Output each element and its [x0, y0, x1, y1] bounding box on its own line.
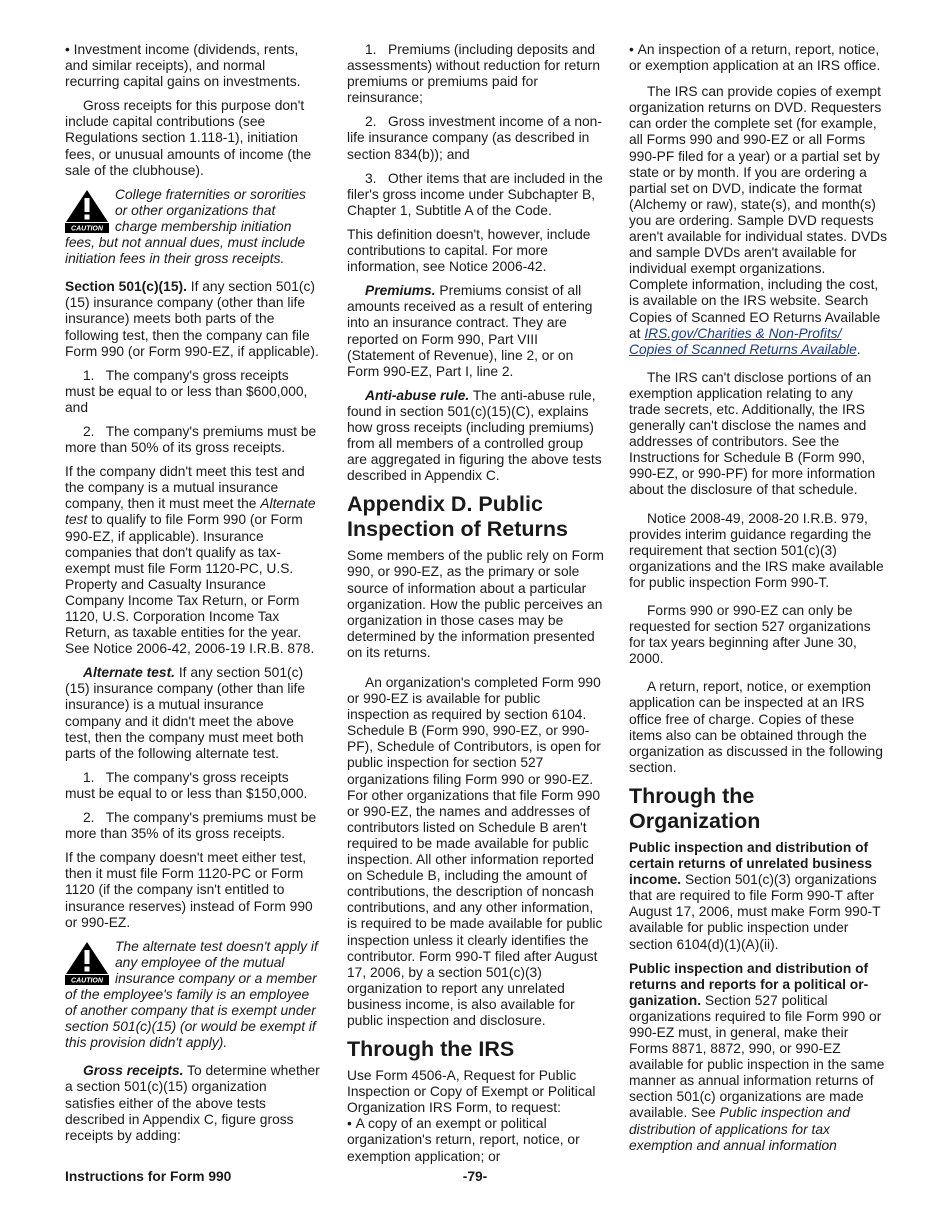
- gross-receipts-def-paragraph: [65, 1063, 320, 1143]
- list-item: 1. The company's gross receipts must be equal to or less than $150,000.: [65, 769, 308, 801]
- notice-2008-paragraph: Notice 2008-49, 2008-20 I.R.B. 979, provides interim guidance regarding the requirement that section 501(c)(3) organizations and the IRS make available for public inspection Form 990-T.: [629, 510, 884, 590]
- heading-through-organization: Through the Organization: [629, 783, 761, 833]
- dvd-end: .: [856, 341, 861, 357]
- political-org-paragraph: [629, 961, 887, 1154]
- anti-abuse-heading: Anti-abuse rule.: [365, 387, 470, 403]
- alternate-test-paragraph: [65, 665, 320, 762]
- alternate-test-ref: Alternate test: [65, 496, 316, 528]
- completed-form-paragraph: An organization's completed Form 990 or 990-EZ is available for public inspection as required by section 6104. Schedule B (Form 990, 990-EZ, or 990-PF), Schedule of Contributors, is open for public inspection for section 527 organizations filing Form 990 or 990-EZ. For other organizations that file Form 990 or 990-EZ, the names and addresses of contributors listed on Schedule B aren't required to be made available for public inspection. All other information reported on Schedule B, including the amount of contributions, the description of noncash contributions, and any other information, is required to be made available for public inspection unless it clearly identifies the contributor. Form 990-T filed after August 17, 2006, by a section 501(c)(3) organization to report any unrelated business income, is also available for public inspection and disclosure.: [347, 675, 603, 1028]
- scanned-returns-link[interactable]: IRS.gov/Charities & Non-Profits/ Copies of Scanned Returns Available: [629, 325, 857, 357]
- gross-receipts-text: To determine whether a section 501(c)(15) organization satisfies either of the above tests described in Appendix C, figure gross receipts by adding:: [65, 1063, 320, 1143]
- list-item: 2. The company's premiums must be more than 50% of its gross receipts.: [65, 423, 317, 456]
- section-501c15-text: If any section 501(c)(15) insurance company (other than life insurance) meets both parts of the following test, then the company can file Form 990 (or Form 990-EZ, if applicable).: [65, 279, 319, 359]
- bullet-investment-income: • Investment income (dividends, rents, and similar receipts), and normal recurring capital gains on investments.: [65, 42, 320, 90]
- premiums-paragraph: [347, 283, 605, 380]
- caution-label: CAUTION: [71, 977, 103, 985]
- bullet-inspection: • An inspection of a return, report, notice, or exemption application at an IRS office.: [629, 42, 887, 74]
- public-rely-paragraph: Some members of the public rely on Form 990, or 990-EZ, as the primary or sole source of information about a particular organization. How the public perceives an organization in those cases may be determined by the information presented on its returns.: [347, 548, 604, 660]
- alternate-test-heading: Alternate test.: [83, 665, 176, 681]
- list-item: 3. Other items that are included in the filer's gross income under Subchapter B, Chapter 1, Subtitle A of the Code.: [347, 170, 603, 218]
- unrelated-business-heading: Public inspection and distribution of certain returns of unrelated business income.: [629, 839, 873, 888]
- dvd-paragraph: [629, 84, 887, 358]
- dvd-text: The IRS can provide copies of exempt organization returns on DVD. Requesters can order the complete set (for example, all Forms 990 and 990-EZ or all Forms 990-PF filed for a year) or a partial set by state or by month. If you are ordering a partial set on DVD, indicate the format (Alchemy or raw), state(s), and month(s) you are ordering. Sample DVD requests aren't available for individual states. DVDs and sample DVDs aren't available for individual exempt organizations. Complete information, including the cost, is available on the IRS website. Search Copies of Scanned EO Returns Available at: [629, 84, 888, 341]
- political-org-text: Section 527 political organizations required to file Form 990 or 990-EZ must, in general, make their Forms 8871, 8872, 990, or 990-EZ available for public inspection in the same manner as annual information returns of section 501(c) organizations are made available. See: [629, 992, 885, 1121]
- mutual-company-text-b: to qualify to file Form 990 (or Form 990-EZ, if applicable). Insurance companies that don't qualify as tax-exempt must file Form 1120-PC, U.S. Property and Casualty Insurance Company Income Tax Return, or Form 1120, U.S. Corporation Income Tax Return, as taxable entities for the year. See Notice 2006-42, 2006-19 I.R.B. 878.: [65, 512, 315, 657]
- form-4506a-paragraph: Use Form 4506-A, Request for Public Inspection or Copy of Exempt or Political Organization IRS Form, to request:: [347, 1068, 596, 1116]
- caution-text: College fraternities or sororities or other organizations that charge membership initiation fees, but not annual dues, must include initiation fees in their gross receipts.: [65, 186, 306, 267]
- footer-title: Instructions for Form 990: [65, 1169, 232, 1184]
- political-org-heading: Public inspection and distribution of returns and reports for a political or-ganization.: [629, 960, 869, 1008]
- unrelated-business-paragraph: [629, 840, 887, 953]
- premiums-text: Premiums consist of all amounts received as a result of entering into an insurance contract. They are reported on Form 990, Part VIII (Statement of Revenue), line 2, or on Form 990-EZ, Part I, line 2.: [347, 283, 593, 379]
- column-middle: [347, 42, 605, 1173]
- list-item: 2. Gross investment income of a non-life insurance company (as described in section 834(b)); and: [347, 114, 602, 162]
- page-number: -79-: [462, 1169, 488, 1184]
- gross-receipts-heading: Gross receipts.: [83, 1063, 184, 1079]
- column-left: [65, 42, 320, 1152]
- section-501c15-paragraph: [65, 279, 320, 359]
- definition-paragraph: This definition doesn't, however, include contributions to capital. For more information, see Notice 2006-42.: [347, 226, 591, 275]
- caution-icon: [65, 941, 109, 985]
- section-501c15-heading: Section 501(c)(15).: [65, 279, 187, 295]
- bullet-copy-request: • A copy of an exempt or political organization's return, report, notice, or exemption application; or: [347, 1116, 605, 1164]
- caution-note-fraternities: [65, 187, 320, 267]
- anti-abuse-paragraph: [347, 388, 605, 485]
- mutual-company-text-a: If the company didn't meet this test and the company is a mutual insurance company, then it must meet the: [65, 464, 305, 512]
- caution-label: CAUTION: [71, 225, 103, 233]
- list-item: 2. The company's premiums must be more than 35% of its gross receipts.: [65, 810, 317, 842]
- heading-appendix-d: Appendix D. Public Inspection of Returns: [347, 492, 568, 542]
- caution-text: The alternate test doesn't apply if any employee of the mutual insurance company or a member of the employee's family is an employee of another company that is exempt under section 501(c)(15) (or would be exempt if this provision didn't apply).: [65, 938, 318, 1051]
- anti-abuse-text: The anti-abuse rule, found in section 501(c)(15)(C), explains how gross receipts (including premiums) from all members of a controlled group are aggregated in figuring the above tests described in Appendix C.: [347, 387, 602, 484]
- either-test-paragraph: If the company doesn't meet either test, then it must file Form 1120-PC or Form 1120 (if the company isn't entitled to insurance reserves) instead of Form 990 or 990-EZ.: [65, 850, 313, 930]
- list-item: 1. The company's gross receipts must be equal to or less than $600,000, and: [65, 367, 308, 415]
- premiums-heading: Premiums.: [365, 283, 436, 299]
- unrelated-business-text: Section 501(c)(3) organizations that are required to file Form 990-T after August 17, 2006, must make Form 990-T available for public inspection under section 6104(d)(1)(A)(ii).: [629, 872, 881, 952]
- caution-note-alternate: [65, 939, 320, 1052]
- forms-527-paragraph: Forms 990 or 990-EZ can only be requested for section 527 organizations for tax years beginning after June 30, 2000.: [629, 603, 871, 667]
- heading-through-irs: Through the IRS: [347, 1037, 515, 1062]
- mutual-company-paragraph: [65, 464, 320, 657]
- disclosure-paragraph: The IRS can't disclose portions of an exemption application relating to any trade secrets, etc. Additionally, the IRS generally can't disclose the names and addresses of contributors. See the Instructions for Schedule B (Form 990, 990-EZ, or 990-PF) for more information about the disclosure of that schedule.: [629, 369, 876, 498]
- political-org-ref: Public inspection and distribution of applications for tax exemption and annual information: [629, 1105, 850, 1153]
- alternate-test-text: If any section 501(c)(15) insurance company (other than life insurance) is a mutual insurance company and it didn't meet the above test, then the company must meet both parts of the following alternate test.: [65, 665, 306, 761]
- caution-icon: [65, 189, 109, 233]
- gross-receipts-paragraph: Gross receipts for this purpose don't include capital contributions (see Regulations section 1.118-1), initiation fees, or unusual amounts of income (the sale of the clubhouse).: [65, 98, 312, 178]
- inspect-free-paragraph: A return, report, notice, or exemption application can be inspected at an IRS office free of charge. Copies of these items also can be obtained through the organization as discussed in the following section.: [629, 679, 883, 775]
- column-right: [629, 42, 887, 1162]
- list-item: 1. Premiums (including deposits and assessments) without reduction for return premiums or premiums paid for reinsurance;: [347, 42, 601, 106]
